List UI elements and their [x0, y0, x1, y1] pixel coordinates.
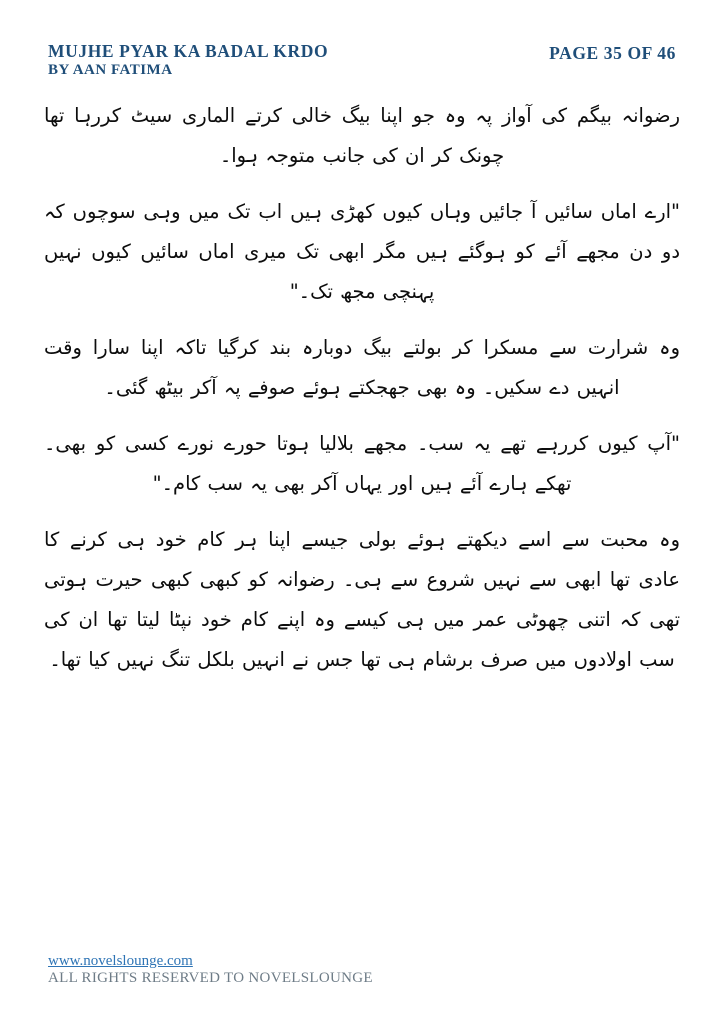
paragraph: وہ شرارت سے مسکرا کر بولتے بیگ دوبارہ بند کرگیا تاکہ اپنا سارا وقت انہیں دے سکیں۔ وہ بھی جھجکتے ہوئے صوفے پہ آکر بیٹھ گئی۔	[44, 336, 680, 400]
book-title: MUJHE PYAR KA BADAL KRDO	[48, 41, 329, 61]
page-footer	[48, 953, 373, 988]
page-header	[30, 42, 694, 78]
website-link[interactable]: www.novelslounge.com	[48, 952, 193, 969]
copyright-notice: ALL RIGHTS RESERVED TO NOVELSLOUNGE	[48, 970, 373, 987]
book-author: BY AAN FATIMA	[48, 61, 173, 78]
page-number-label: PAGE 35 OF 46	[549, 43, 676, 63]
page-content	[30, 96, 694, 680]
header-title-block	[48, 42, 328, 78]
paragraph: "ارے اماں سائیں آ جائیں وہاں کیوں کھڑی ہیں اب تک میں وہی سوچوں کہ دو دن مجھے آئے کو ہوگئے ہیں مگر ابھی تک میری اماں سائیں کیوں نہیں پہنچی مجھ تک۔"	[44, 200, 680, 304]
paragraph: "آپ کیوں کررہے تھے یہ سب۔ مجھے بلالیا ہوتا حورے نورے کسی کو بھی۔ تھکے ہارے آئے ہیں اور یہاں آکر بھی یہ سب کام۔"	[44, 432, 680, 496]
paragraph: رضوانہ بیگم کی آواز پہ وہ جو اپنا بیگ خالی کرتے الماری سیٹ کررہا تھا چونک کر ان کی جانب متوجہ ہوا۔	[44, 104, 680, 168]
paragraph: وہ محبت سے اسے دیکھتے ہوئے بولی جیسے اپنا ہر کام خود ہی کرنے کا عادی تھا ابھی سے نہیں شروع سے ہی۔ رضوانہ کو کبھی کبھی حیرت ہوتی تھی کہ اتنی چھوٹی عمر میں ہی کیسے وہ اپنے کام خود نپٹا لیتا تھا ان کی سب اولادوں میں صرف برشام ہی تھا جس نے انہیں بلکل تنگ نہیں کیا تھا۔	[44, 528, 680, 672]
